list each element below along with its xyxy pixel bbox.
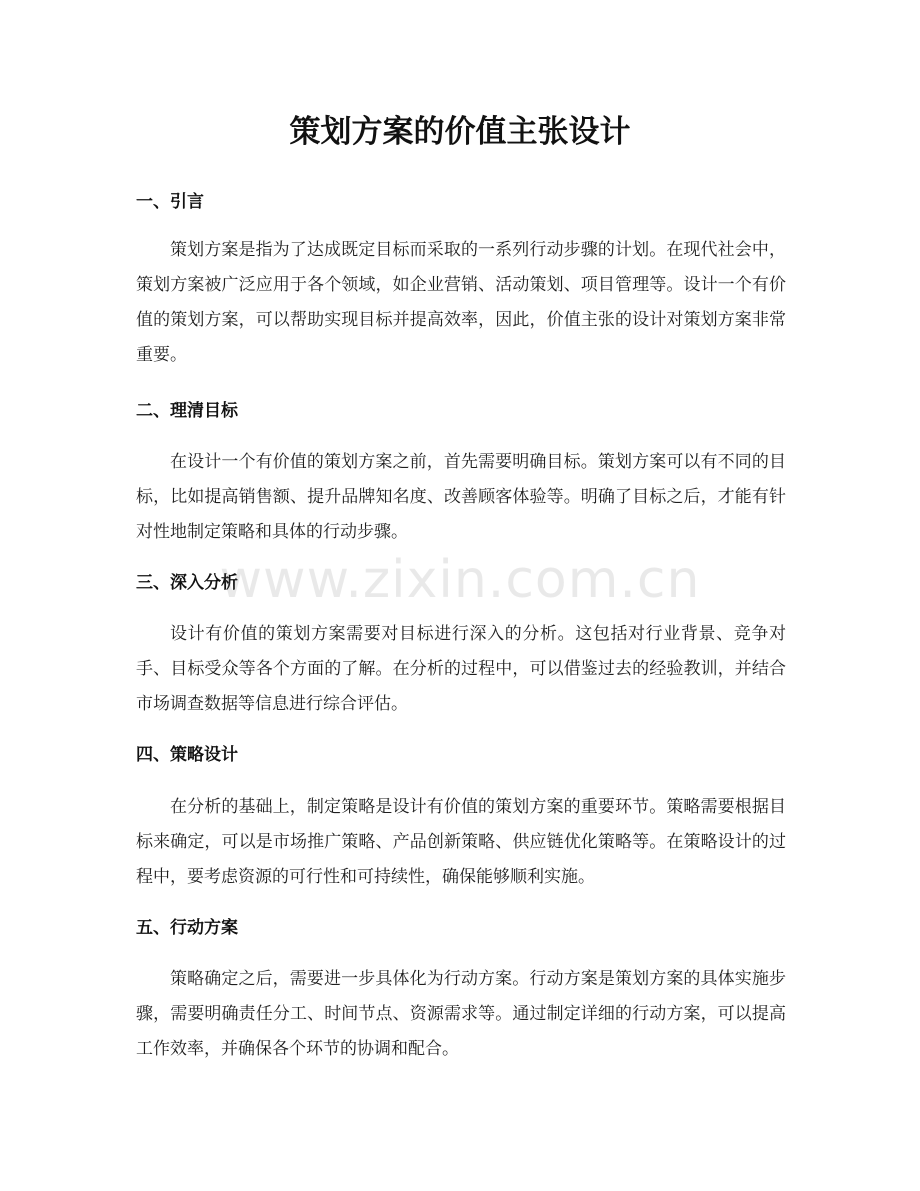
section-body-in-depth-analysis: 设计有价值的策划方案需要对目标进行深入的分析。这包括对行业背景、竞争对手、目标受众等各个方面的了解。在分析的过程中，可以借鉴过去的经验教训，并结合市场调查数据等信息进行综合评估。 bbox=[136, 624, 786, 714]
watermark: www.zixin.com.cn bbox=[219, 550, 701, 610]
section-body-clarify-goals: 在设计一个有价值的策划方案之前，首先需要明确目标。策划方案可以有不同的目标，比如提高销售额、提升品牌知名度、改善顾客体验等。明确了目标之后，才能有针对性地制定策略和具体的行动步骤。 bbox=[136, 452, 786, 542]
section-heading-clarify-goals: 二、理清目标 bbox=[136, 401, 238, 421]
section-heading-introduction: 一、引言 bbox=[136, 192, 204, 212]
document-title: 策划方案的价值主张设计 bbox=[289, 114, 631, 150]
section-body-action-plan: 策略确定之后，需要进一步具体化为行动方案。行动方案是策划方案的具体实施步骤，需要明确责任分工、时间节点、资源需求等。通过制定详细的行动方案，可以提高工作效率，并确保各个环节的协调和配合。 bbox=[136, 969, 786, 1059]
section-body-strategy-design: 在分析的基础上，制定策略是设计有价值的策划方案的重要环节。策略需要根据目标来确定，可以是市场推广策略、产品创新策略、供应链优化策略等。在策略设计的过程中，要考虑资源的可行性和可持续性，确保能够顺利实施。 bbox=[136, 797, 786, 887]
section-heading-action-plan: 五、行动方案 bbox=[136, 918, 238, 938]
section-body-introduction: 策划方案是指为了达成既定目标而采取的一系列行动步骤的计划。在现代社会中，策划方案被广泛应用于各个领域，如企业营销、活动策划、项目管理等。设计一个有价值的策划方案，可以帮助实现目标并提高效率，因此，价值主张的设计对策划方案非常重要。 bbox=[136, 240, 786, 365]
section-heading-in-depth-analysis: 三、深入分析 bbox=[136, 573, 238, 593]
section-heading-strategy-design: 四、策略设计 bbox=[136, 745, 238, 765]
